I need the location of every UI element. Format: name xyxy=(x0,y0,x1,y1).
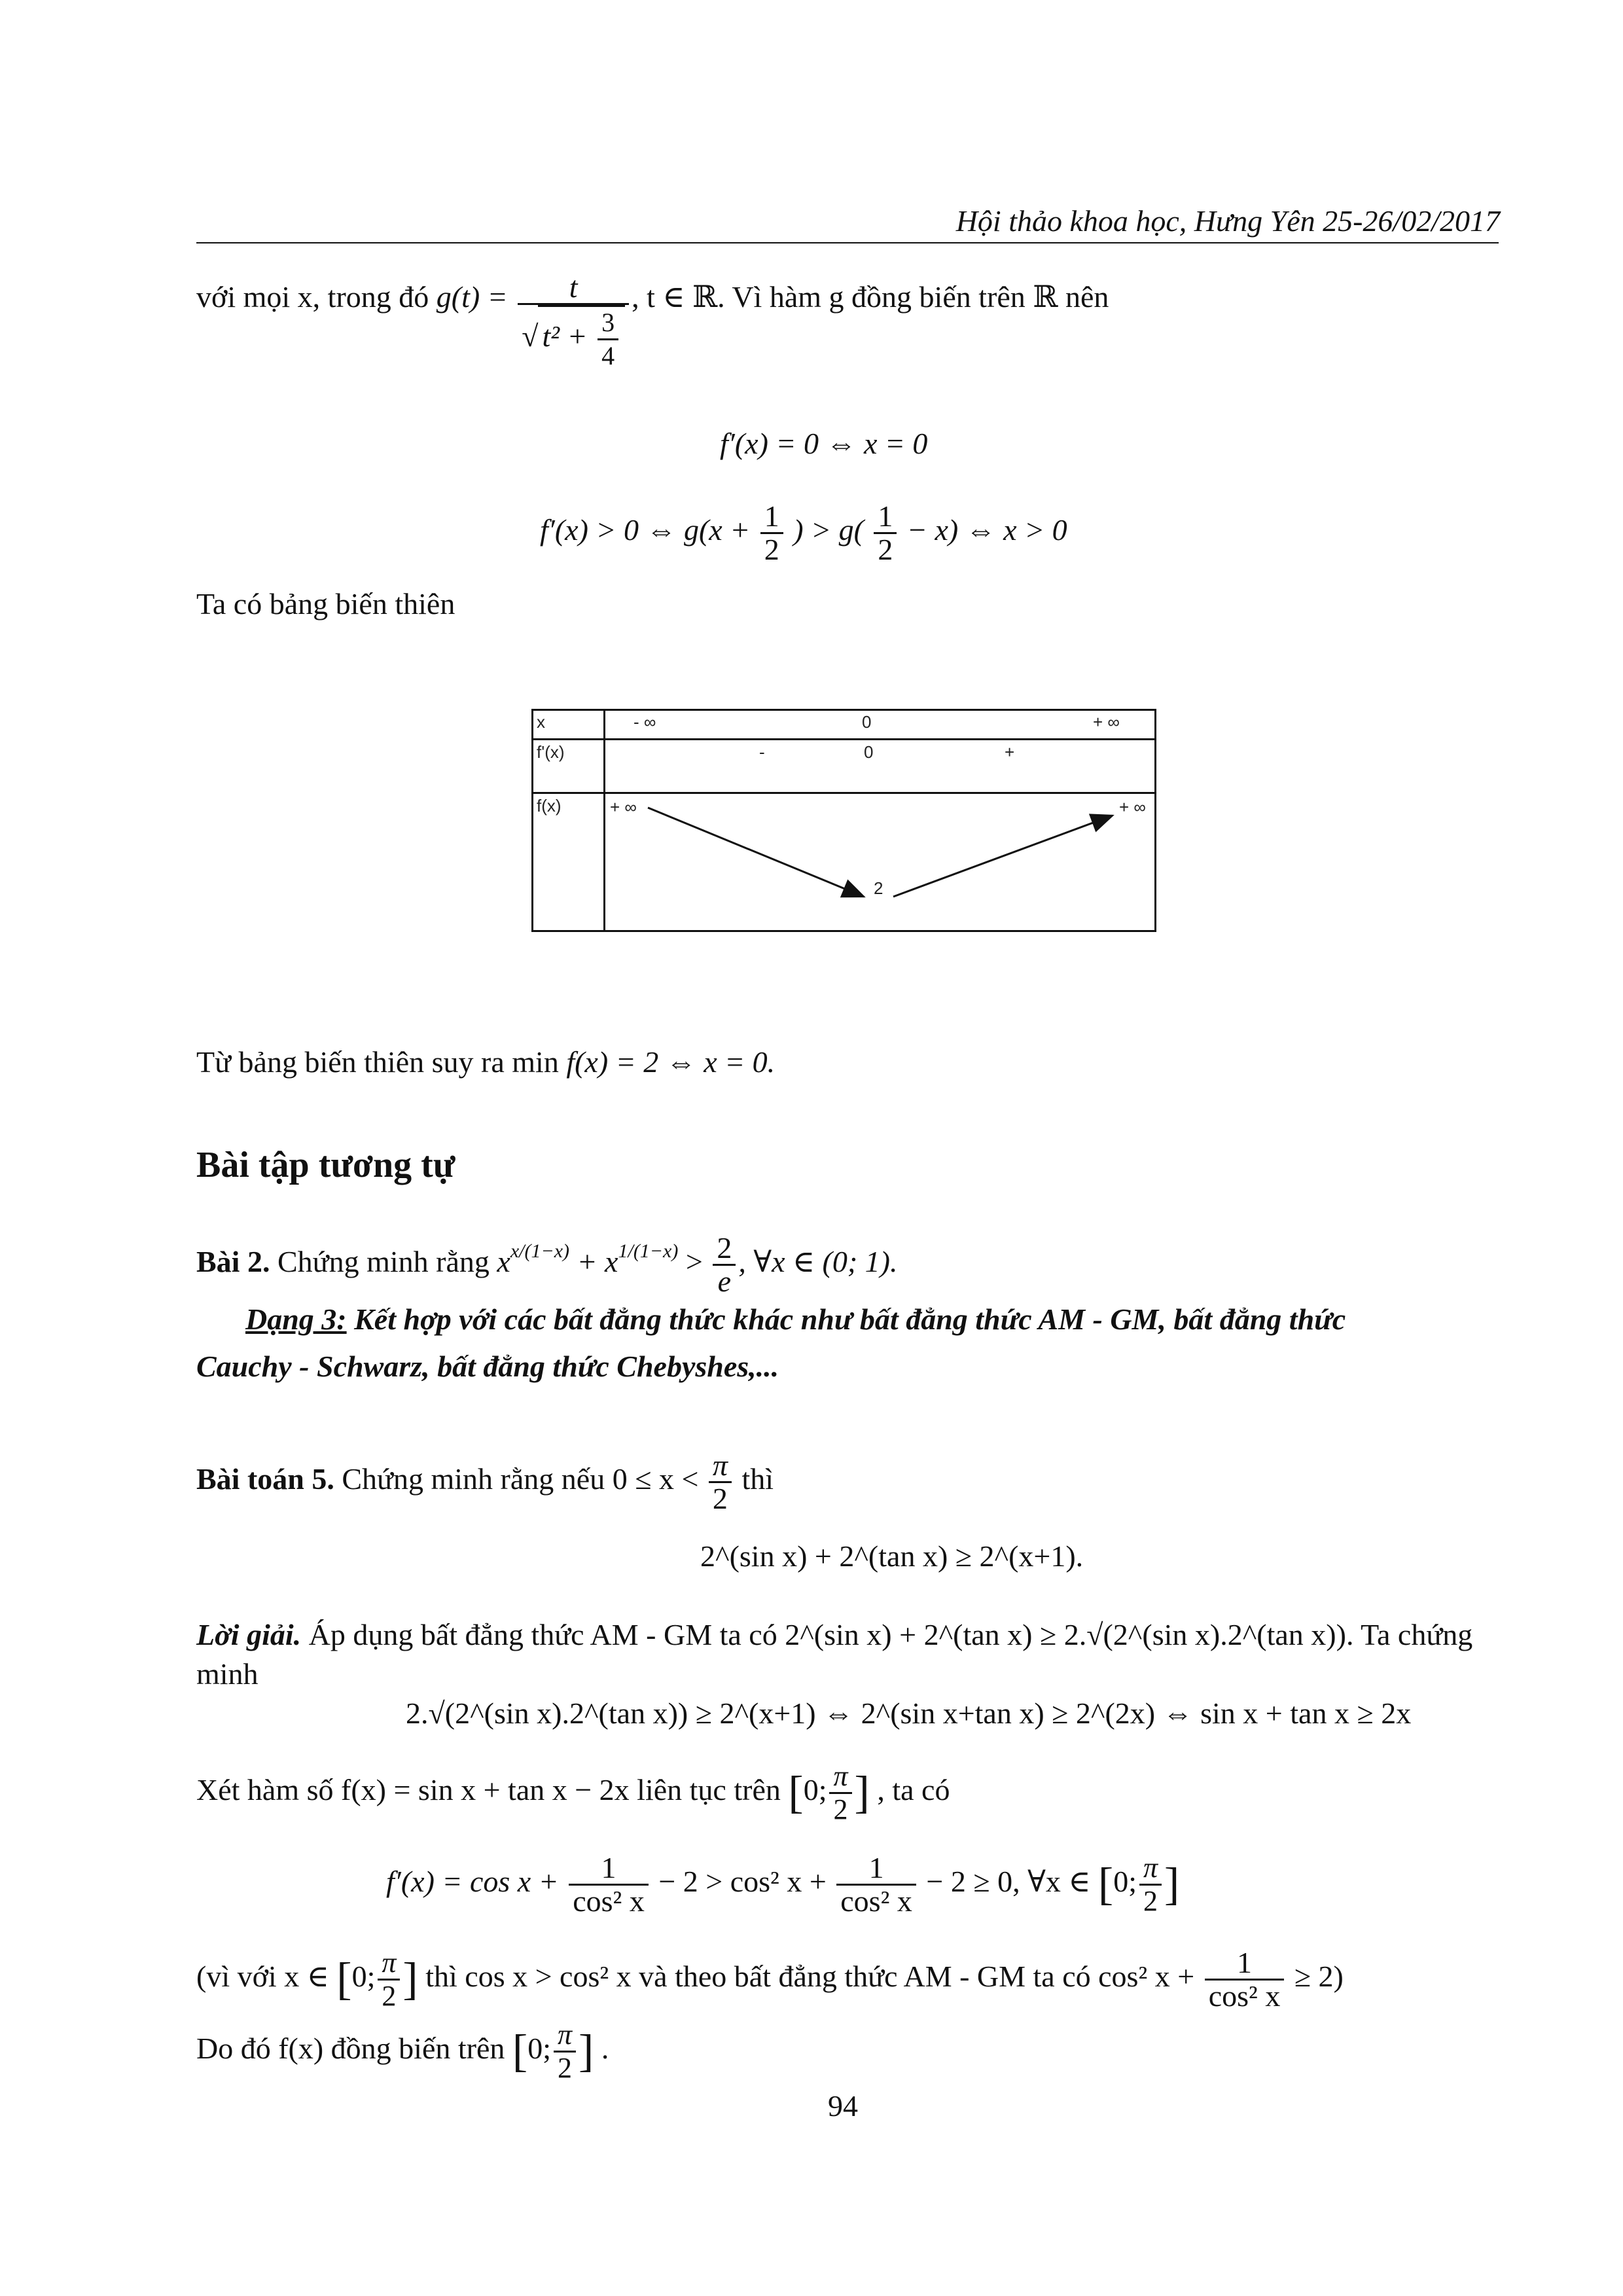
solution-line1: Lời giải. Áp dụng bất đẳng thức AM - GM ta có 2^(sin x) + 2^(tan x) ≥ 2.√(2^(sin x).2^(tan x)). Ta chứng xyxy=(196,1618,1473,1651)
text-pre: với mọi x, trong đó xyxy=(196,280,429,314)
decreasing-arrow xyxy=(648,808,864,897)
equation-1: f′(x) = 0 ⇔ x = 0 xyxy=(720,427,928,460)
table-f-left: + ∞ xyxy=(610,797,637,817)
solution-conclusion: Do đó f(x) đồng biến trên [0; $\frac{\pi}{2}$ ] . xyxy=(196,2018,609,2084)
table-x-minus-inf: - ∞ xyxy=(633,712,656,732)
form-3-heading: Dạng 3: Kết hợp với các bất đẳng thức khác như bất đẳng thức AM - GM, bất đẳng thức xyxy=(245,1302,1346,1336)
exercise-2: Bài 2. Chứng minh rằng $x^{x/(1-x)} + x^{1/(1-x)}$ > $\frac{2}{e}$ , ∀x ∈ (0; 1). xyxy=(196,1231,898,1298)
table-label-x: x xyxy=(537,712,545,732)
table-label-f: f(x) xyxy=(537,796,562,816)
page-number: 94 xyxy=(828,2089,858,2123)
problem-5: Bài toán 5. Chứng minh rằng nếu 0 ≤ x < $\frac{\pi}{2}$ thì xyxy=(196,1448,774,1515)
table-x-plus-inf: + ∞ xyxy=(1093,712,1120,732)
table-label-fprime: f'(x) xyxy=(537,742,565,762)
equation-2: f′(x) > 0 ⇔ g(x + $\frac{1}{2}$ ) > g( $\frac{1}{2}$ − x) ⇔ x > 0 xyxy=(540,499,1067,566)
text-post: , t ∈ ℝ. Vì hàm g đồng biến trên ℝ nên xyxy=(632,280,1109,314)
section-title: Bài tập tương tự xyxy=(196,1145,455,1185)
g-numerator: t xyxy=(518,272,629,305)
solution-equivalence: 2.√(2^(sin x).2^(tan x)) ≥ 2^(x+1) ⇔ 2^(sin x+tan x) ≥ 2^(2x) ⇔ sin x + tan x ≥ 2x xyxy=(406,1696,1412,1730)
form-3-heading-line2: Cauchy - Schwarz, bất đẳng thức Chebyshes,... xyxy=(196,1350,779,1383)
table-arrows xyxy=(0,0,1623,982)
g-denominator: √ t² + $\frac{3}{4}$ xyxy=(518,305,629,372)
g-def: g(t) = xyxy=(436,280,508,314)
table-fp-minus: - xyxy=(759,742,765,762)
increasing-arrow xyxy=(893,816,1113,897)
page-header: Hội thảo khoa học, Hưng Yên 25-26/02/2017 xyxy=(955,204,1500,238)
solution-derivative: f′(x) = cos x + $\frac{1}{\text{cos² x}}$ − 2 > cos² x + $\frac{1}{\text{cos² x}}$ − 2 ≥ 0, ∀x ∈ [0; $\frac{\pi}{2}$ ] xyxy=(386,1851,1180,1918)
paragraph-table-intro: Ta có bảng biến thiên xyxy=(196,587,455,620)
table-fp-plus: + xyxy=(1005,742,1015,762)
table-x-zero: 0 xyxy=(862,712,872,732)
problem-5-inequality: 2^(sin x) + 2^(tan x) ≥ 2^(x+1). xyxy=(700,1539,1084,1573)
table-f-min: 2 xyxy=(874,878,883,898)
paragraph-min-conclusion: Từ bảng biến thiên suy ra min f(x) = 2 ⇔ x = 0. xyxy=(196,1045,776,1079)
solution-note: (vì với x ∈ [0; $\frac{\pi}{2}$ ] thì cos x > cos² x và theo bất đẳng thức AM - GM ta có cos² x + $\frac{1}{\text{cos² x}}$ ≥ 2) xyxy=(196,1946,1344,2013)
solution-line1b: minh xyxy=(196,1657,259,1691)
table-fp-zero: 0 xyxy=(864,742,874,762)
table-f-right: + ∞ xyxy=(1119,797,1146,817)
solution-function: Xét hàm số f(x) = sin x + tan x − 2x liên tục trên [0; $\frac{\pi}{2}$ ] , ta có xyxy=(196,1760,950,1825)
